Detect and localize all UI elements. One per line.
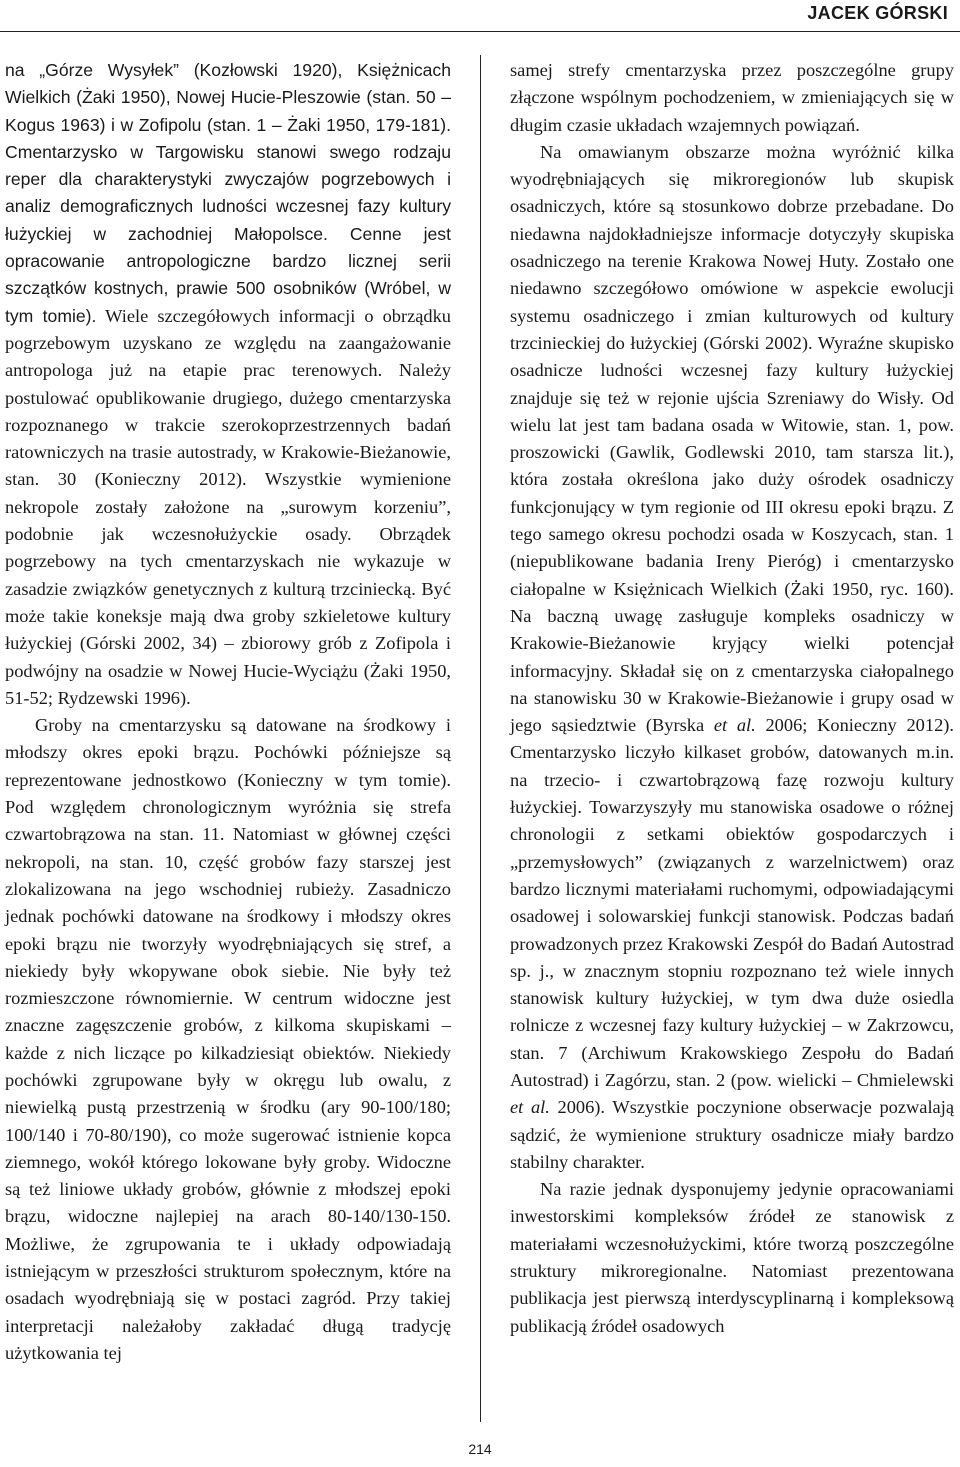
running-head: JACEK GÓRSKI — [807, 3, 948, 23]
left-paragraph-1-serif-run: Wiele szczegółowych informacji o obrządku pogrzebowym uzyskano ze względu na zaangażowanie antropologa już na etapie prac terenowych. Należy postulować opublikowanie drugiego, dużego cmentarzyska rozpoznanego w trakcie szerokoprzestrzennych badań ratowniczych na trasie autostrady, w Krakowie-Bieżanowie, stan. 30 (Konieczny 2012). Wszystkie wymienione nekropole zostały założone na „surowym korzeniu”, podobnie jak wczesnołużyckie osady. Obrządek pogrzebowy na tych cmentarzyskach nie wykazuje w zasadzie związków genetycznych z kulturą trzciniecką. Być może takie koneksje mają dwa groby szkieletowe kultury łużyckiej (Górski 2002, 34) – zbiorowy grób z Zofipola i podwójny na osadzie w Nowej Hucie-Wyciążu (Żaki 1950, 51-52; Rydzewski 1996). — [5, 305, 451, 708]
column-divider — [480, 55, 481, 1422]
right-column — [510, 57, 954, 1340]
left-paragraph-1-sans-run: na „Górze Wysyłek” (Kozłowski 1920), Księżnicach Wielkich (Żaki 1950), Nowej Hucie-Pleszowie (stan. 50 – Kogus 1963) i w Zofipolu (stan. 1 – Żaki 1950, 179-181). Cmentarzysko w Targowisku stanowi swego rodzaju reper dla charakterystyki zwyczajów pogrzebowych i analiz demograficznych ludności wczesnej fazy kultury łużyckiej w zachodniej Małopolsce. Cenne jest opracowanie antropologiczne bardzo licznej serii szczątków kostnych, prawie 500 osobników (Wróbel, w tym tomie). — [5, 60, 451, 326]
right-paragraph-1: samej strefy cmentarzyska przez poszczególne grupy złączone wspólnym pochodzeniem, w zmieniających się w długim czasie układach wzajemnych powiązań. — [510, 60, 954, 135]
right-paragraph-2-italic-2: et al. — [510, 1097, 550, 1118]
right-paragraph-2-run-e: 2006). Wszystkie poczynione obserwacje pozwalają sądzić, że wymienione struktury osadnicze miały bardzo stabilny charakter. — [510, 1097, 954, 1172]
right-paragraph-2-run-c: 2006; Konieczny 2012). Cmentarzysko liczyło kilkaset grobów, datowanych m.in. na trzecio- i czwartobrązową fazę rozwoju kultury łużyckiej. Towarzyszyły mu stanowiska osadowe o różnej chronologii z setkami obiektów gospodarczych i „przemysłowych” (związanych z warzelnictwem) oraz bardzo licznymi materiałami ruchomymi, odpowiadającymi osadowej i solowarskiej funkcji stanowisk. Podczas badań prowadzonych przez Krakowski Zespół do Badań Autostrad sp. j., w znacznym stopniu rozpoznano też wiele innych stanowisk kultury łużyckiej, w tym dwa duże osiedla rolnicze z wczesnej fazy kultury łużyckiej – w Zakrzowcu, stan. 7 (Archiwum Krakowskiego Zespołu do Badań Autostrad) i Zagórzu, stan. 2 (pow. wielicki – Chmielewski — [510, 715, 954, 1090]
page-number: 214 — [468, 1441, 492, 1457]
right-paragraph-3: Na razie jednak dysponujemy jedynie opracowaniami inwestorskimi kompleksów źródeł ze stanowisk z materiałami wczesnołużyckimi, które tworzą poszczególne struktury mikroregionalne. Natomiast prezentowana publikacja jest pierwszą interdyscyplinarną i kompleksową publikacją źródeł osadowych — [510, 1179, 954, 1336]
header-rule — [0, 31, 960, 32]
right-paragraph-2 — [510, 139, 954, 1176]
right-paragraph-2-run-a: Na omawianym obszarze można wyróżnić kilka wyodrębniających się mikroregionów lub skupisk osadniczych, które są stosunkowo dobrze przebadane. Do niedawna najdokładniejsze informacje dotyczyły skupiska osadniczego na terenie Krakowa Nowej Huty. Zostało one niedawno szczegółowo omówione w aspekcie ewolucji systemu osadniczego i zmian kulturowych od kultury trzcinieckiej do łużyckiej (Górski 2002). Wyraźne skupisko osadnicze ludności wczesnej fazy kultury łużyckiej znajduje się też w rejonie ujścia Szreniawy do Wisły. Od wielu lat jest tam badana osada w Witowie, stan. 1, pow. proszowicki (Gawlik, Godlewski 2010, tam starsza lit.), która została określona jako duży ośrodek osadniczy funkcjonujący w tym regionie od III okresu epoki brązu. Z tego samego okresu pochodzi osada w Koszycach, stan. 1 (niepublikowane badania Ireny Pieróg) i cmentarzysko ciałopalne w Księżnicach Wielkich (Żaki 1950, ryc. 160). Na baczną uwagę zasługuje kompleks osadniczy w Krakowie-Bieżanowie kryjący wielki potencjał informacyjny. Składał się on z cmentarzyska ciałopalnego na stanowisku 30 w Krakowie-Bieżanowie i grupy osad w jego sąsiedztwie (Byrska — [510, 141, 954, 736]
right-paragraph-2-italic-1: et al. — [713, 715, 756, 736]
left-paragraph-2: Groby na cmentarzysku są datowane na środkowy i młodszy okres epoki brązu. Pochówki późniejsze są reprezentowane jednostkowo (Konieczny w tym tomie). Pod względem chronologicznym wyróżnia się strefa czwartobrązowa na stan. 11. Natomiast w głównej części nekropoli, na stan. 10, część grobów fazy starszej jest zlokalizowana na jego wschodniej rubieży. Zasadniczo jednak pochówki datowane na środkowy i młodszy okres epoki brązu nie tworzyły wyodrębniających się stref, a niekiedy były wkopywane obok siebie. Nie były też rozmieszczone równomiernie. W centrum widoczne jest znaczne zagęszczenie grobów, z kilkoma skupiskami – każde z nich liczące po kilkadziesiąt obiektów. Niekiedy pochówki zgrupowane były w okręgu lub owalu, z niewielką pustą przestrzenią w środku (ary 90-100/180; 100/140 i 70-80/190), co może sugerować istnienie kopca ziemnego, wokół którego lokowane były groby. Widoczne są też liniowe układy grobów, głównie z młodszej epoki brązu, widoczne najlepiej na arach 80-140/130-150. Możliwe, że zgrupowania te i układy odpowiadają istniejącym w przeszłości strukturom społecznym, które na osadach wyodrębniają się w postaci zagród. Przy takiej interpretacji należałoby zakładać długą tradycję użytkowania tej — [5, 715, 451, 1363]
left-column — [5, 57, 451, 1367]
left-paragraph-1 — [5, 57, 451, 712]
